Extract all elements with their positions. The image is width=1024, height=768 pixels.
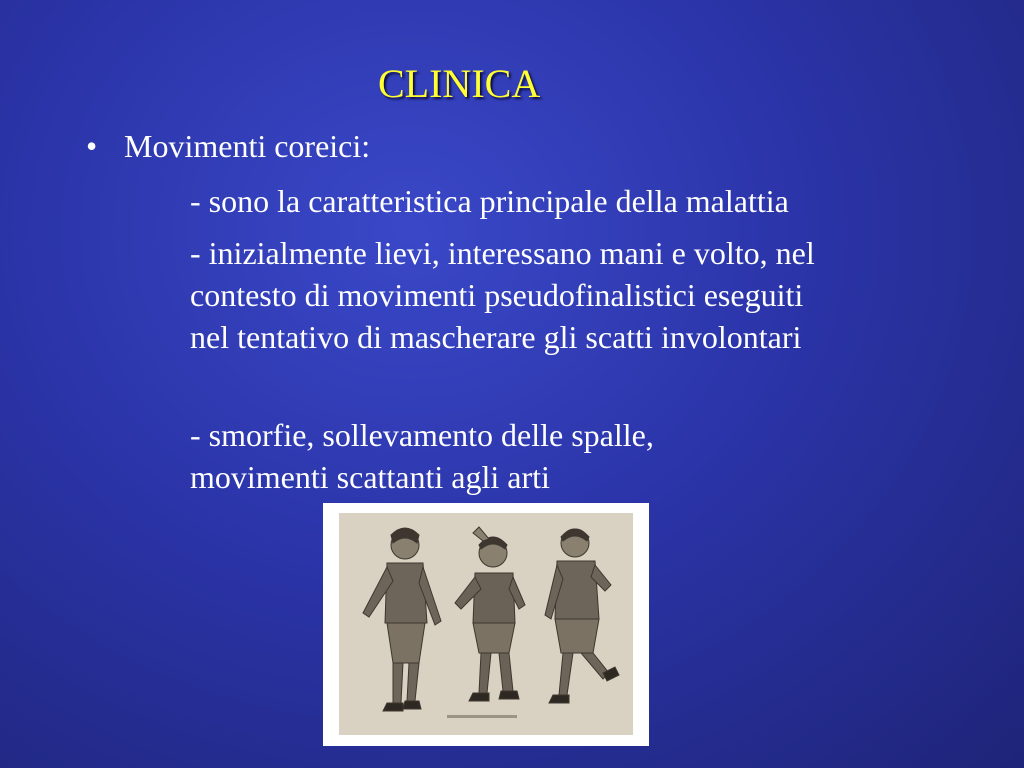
engraving-illustration — [323, 503, 649, 746]
bullet-glyph: • — [86, 128, 98, 164]
slide-title: CLINICA — [378, 61, 541, 106]
bullet-text: Movimenti coreici: — [124, 128, 371, 164]
bullet-item — [86, 126, 370, 166]
caption-mark — [447, 715, 517, 718]
sub-item-3: - smorfie, sollevamento delle spalle, movimenti scattanti agli arti — [190, 417, 654, 495]
sub-item-2: - inizialmente lievi, interessano mani e volto, nel contesto di movimenti pseudofinalistici eseguiti nel tentativo di mascherare gli scatti involontari — [190, 235, 815, 355]
illustration-image — [323, 503, 649, 746]
sub-item-1: - sono la caratteristica principale della malattia — [190, 183, 789, 219]
